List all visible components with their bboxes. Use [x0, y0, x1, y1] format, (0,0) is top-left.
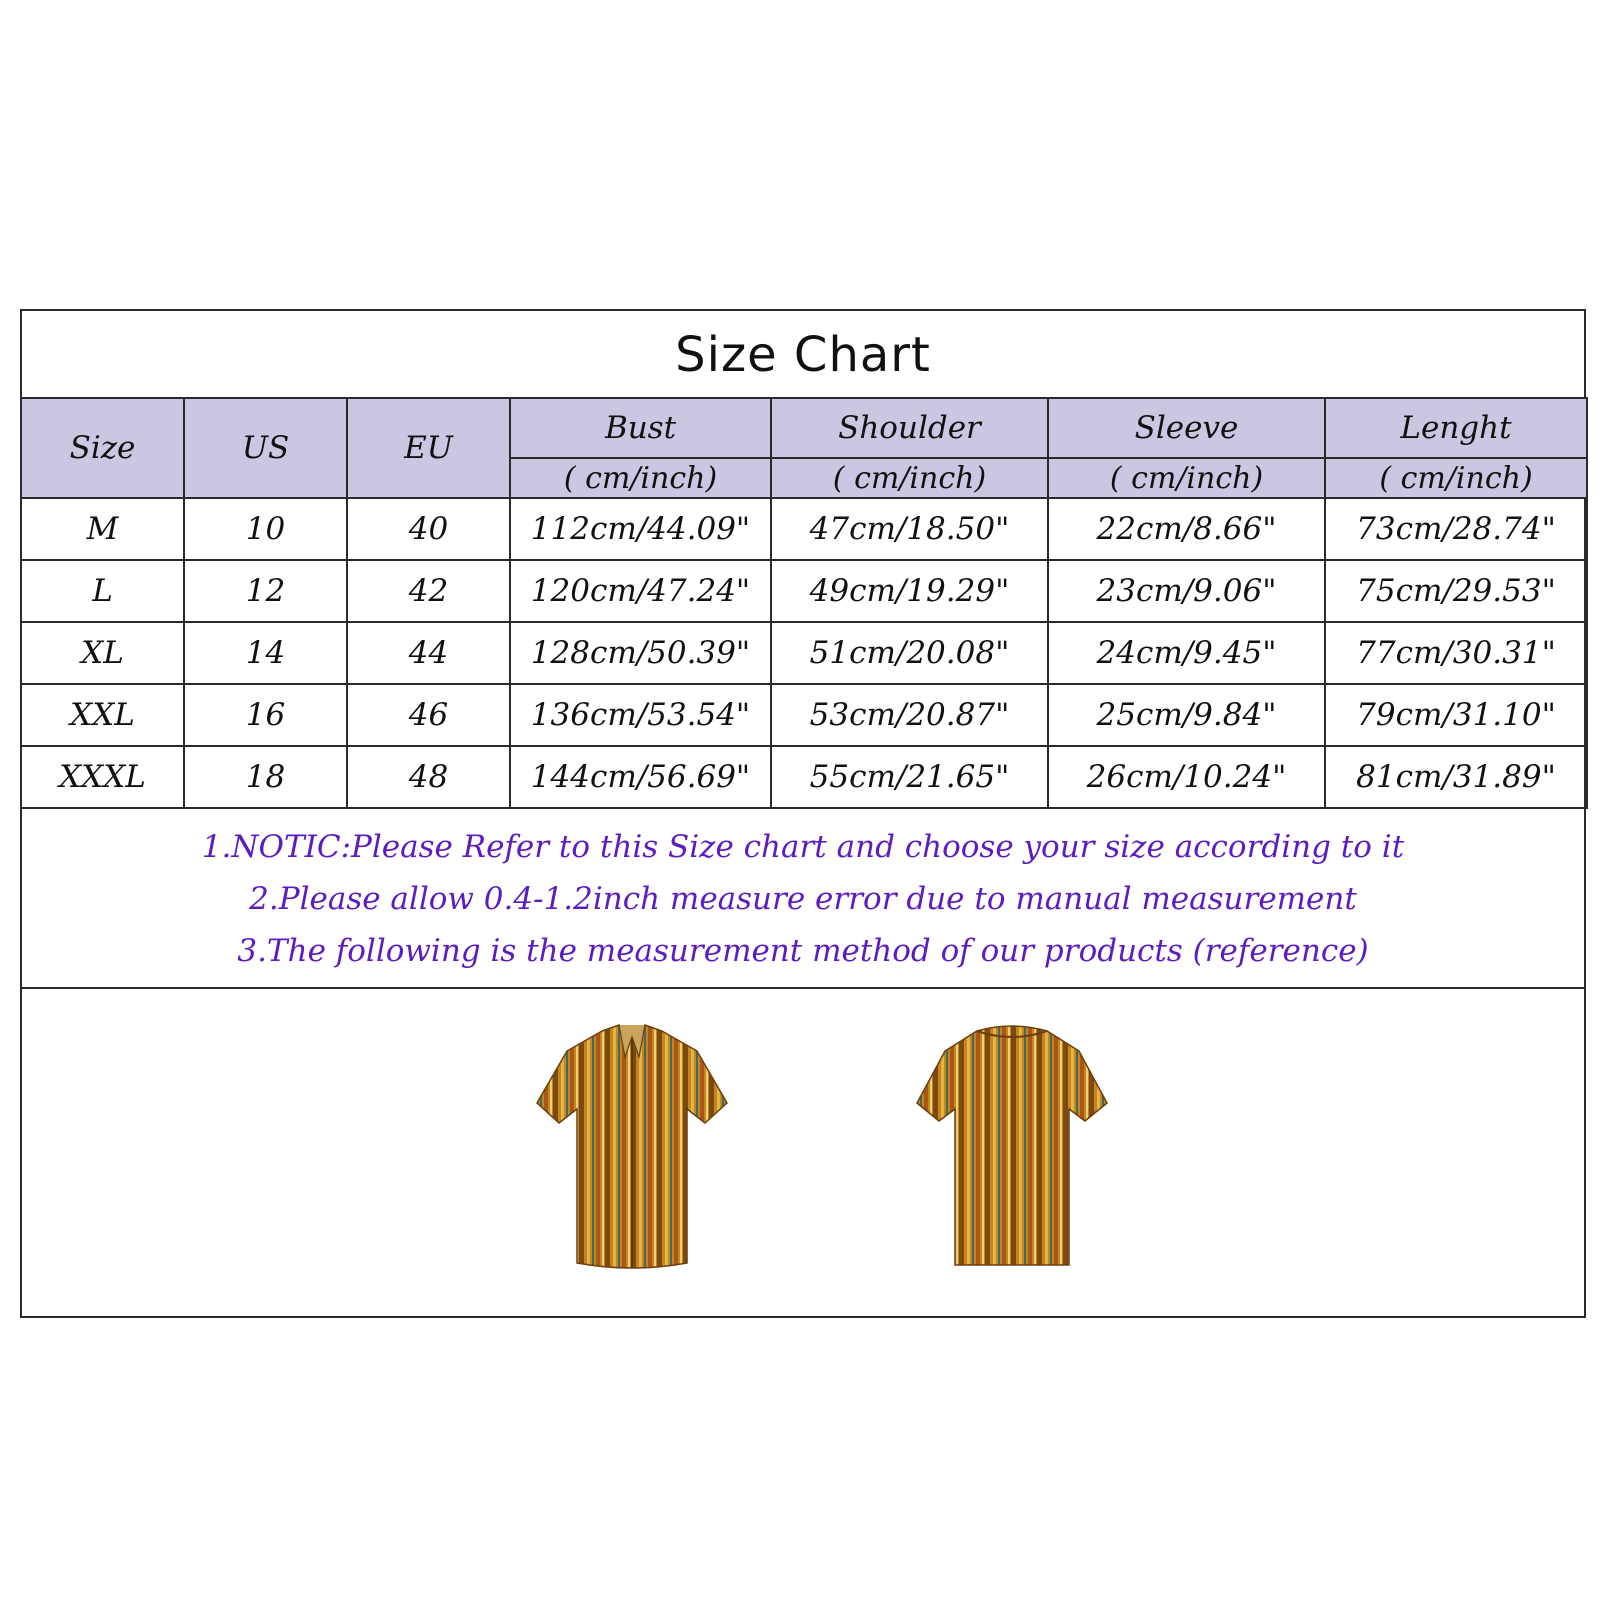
unit-bust: ( cm/inch): [510, 458, 771, 498]
cell-shoulder: 51cm/20.08": [771, 622, 1048, 684]
note-line: 1.NOTIC:Please Refer to this Size chart and choose your size according to it: [201, 829, 1405, 865]
cell-us: 12: [184, 560, 347, 622]
header-bust: Bust: [510, 398, 771, 458]
cell-eu: 42: [347, 560, 510, 622]
header-sleeve: Sleeve: [1048, 398, 1325, 458]
note-line: 3.The following is the measurement method of our products (reference): [237, 933, 1369, 969]
cell-us: 16: [184, 684, 347, 746]
chart-title: Size Chart: [675, 327, 931, 383]
size-table: [20, 397, 1588, 809]
cell-length: 75cm/29.53": [1325, 560, 1587, 622]
notes-section: [22, 811, 1584, 989]
cell-sleeve: 22cm/8.66": [1048, 498, 1325, 560]
shirt-back-image: [907, 1021, 1117, 1273]
cell-size: M: [21, 498, 184, 560]
unit-sleeve: ( cm/inch): [1048, 458, 1325, 498]
cell-bust: 128cm/50.39": [510, 622, 771, 684]
cell-us: 18: [184, 746, 347, 808]
cell-length: 77cm/30.31": [1325, 622, 1587, 684]
cell-size: XXXL: [21, 746, 184, 808]
cell-size: XXL: [21, 684, 184, 746]
header-eu: EU: [347, 398, 510, 498]
cell-bust: 136cm/53.54": [510, 684, 771, 746]
cell-sleeve: 26cm/10.24": [1048, 746, 1325, 808]
cell-bust: 112cm/44.09": [510, 498, 771, 560]
cell-size: L: [21, 560, 184, 622]
cell-shoulder: 47cm/18.50": [771, 498, 1048, 560]
cell-bust: 120cm/47.24": [510, 560, 771, 622]
cell-shoulder: 53cm/20.87": [771, 684, 1048, 746]
shirt-front-image: [527, 1023, 737, 1273]
cell-eu: 48: [347, 746, 510, 808]
header-us: US: [184, 398, 347, 498]
cell-length: 73cm/28.74": [1325, 498, 1587, 560]
table-row: [21, 684, 1587, 746]
table-row: [21, 622, 1587, 684]
unit-shoulder: ( cm/inch): [771, 458, 1048, 498]
cell-eu: 40: [347, 498, 510, 560]
note-line: 2.Please allow 0.4-1.2inch measure error due to manual measurement: [249, 881, 1357, 917]
header-shoulder: Shoulder: [771, 398, 1048, 458]
cell-size: XL: [21, 622, 184, 684]
table-row: [21, 746, 1587, 808]
header-length: Lenght: [1325, 398, 1587, 458]
table-row: [21, 498, 1587, 560]
cell-us: 10: [184, 498, 347, 560]
size-chart-panel: [20, 309, 1586, 1318]
unit-length: ( cm/inch): [1325, 458, 1587, 498]
cell-length: 79cm/31.10": [1325, 684, 1587, 746]
cell-shoulder: 49cm/19.29": [771, 560, 1048, 622]
cell-sleeve: 25cm/9.84": [1048, 684, 1325, 746]
cell-bust: 144cm/56.69": [510, 746, 771, 808]
cell-sleeve: 24cm/9.45": [1048, 622, 1325, 684]
cell-us: 14: [184, 622, 347, 684]
header-size: Size: [21, 398, 184, 498]
table-row: [21, 560, 1587, 622]
cell-sleeve: 23cm/9.06": [1048, 560, 1325, 622]
cell-eu: 44: [347, 622, 510, 684]
cell-length: 81cm/31.89": [1325, 746, 1587, 808]
cell-eu: 46: [347, 684, 510, 746]
product-images: [22, 989, 1584, 1316]
cell-shoulder: 55cm/21.65": [771, 746, 1048, 808]
